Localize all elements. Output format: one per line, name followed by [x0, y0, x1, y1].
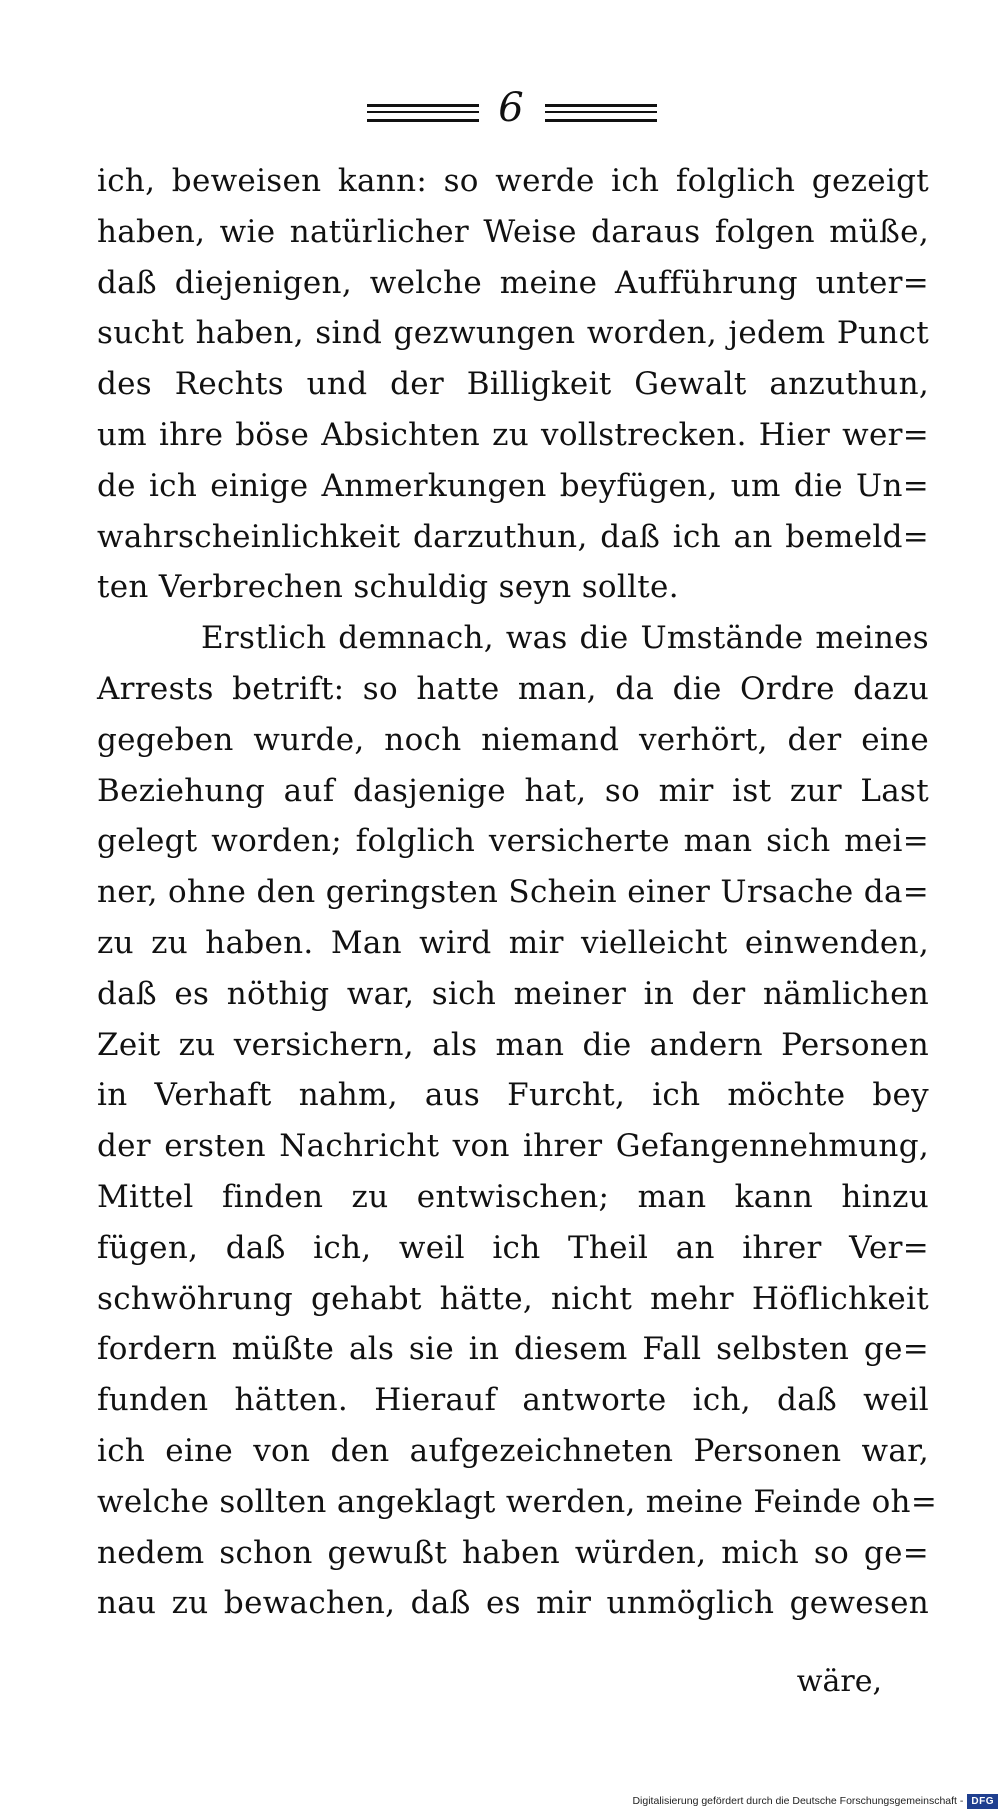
text-line: nau zu bewachen, daß es mir unmöglich gewesen [97, 1585, 929, 1622]
text-line: welche sollten angeklagt werden, meine Feinde oh= [97, 1483, 938, 1520]
text-line: nedem schon gewußt haben würden, mich so ge= [97, 1534, 929, 1571]
page-number: 6 [498, 85, 524, 131]
text-line: ten Verbrechen schuldig seyn sollte. [97, 569, 679, 606]
text-line: fordern müßte als sie in diesem Fall selbsten ge= [97, 1331, 929, 1368]
text-line: Zeit zu versichern, als man die andern Personen [97, 1026, 929, 1063]
text-line: des Rechts und der Billigkeit Gewalt anzuthun, [97, 366, 929, 403]
body-text [97, 156, 938, 1629]
header-rule-left [367, 104, 479, 122]
text-line: gelegt worden; folglich versicherte man sich mei= [97, 823, 929, 860]
text-line: schwöhrung gehabt hätte, nicht mehr Höflichkeit [97, 1280, 929, 1317]
text-line: gegeben wurde, noch niemand verhört, der eine [97, 721, 929, 758]
catchword: wäre, [796, 1664, 882, 1699]
text-line: ich eine von den aufgezeichneten Personen war, [97, 1432, 929, 1469]
text-line: sucht haben, sind gezwungen worden, jedem Punct [97, 315, 929, 352]
dfg-logo: DFG [967, 1794, 998, 1809]
funding-credit: Digitalisierung gefördert durch die Deutsche Forschungsgemeinschaft - [632, 1795, 964, 1807]
text-line: de ich einige Anmerkungen beyfügen, um die Un= [97, 467, 929, 504]
digitization-footer [632, 1790, 1000, 1812]
text-line: um ihre böse Absichten zu vollstrecken. Hier wer= [97, 416, 929, 453]
page-header [0, 85, 1000, 131]
header-rule-right [545, 104, 657, 122]
text-line: daß diejenigen, welche meine Aufführung unter= [97, 264, 929, 301]
text-line: funden hätten. Hierauf antworte ich, daß weil [97, 1382, 929, 1419]
text-line: Beziehung auf dasjenige hat, so mir ist zur Last [97, 772, 929, 809]
text-line: zu zu haben. Man wird mir vielleicht einwenden, [97, 924, 929, 961]
text-line: der ersten Nachricht von ihrer Gefangennehmung, [97, 1128, 929, 1165]
text-line: daß es nöthig war, sich meiner in der nämlichen [97, 975, 929, 1012]
text-line: Arrests betrift: so hatte man, da die Ordre dazu [97, 670, 929, 707]
text-line: wahrscheinlichkeit darzuthun, daß ich an bemeld= [97, 518, 929, 555]
paragraph-first-line: Erstlich demnach, was die Umstände meines [201, 620, 929, 657]
text-line: haben, wie natürlicher Weise daraus folgen müße, [97, 213, 929, 250]
text-line: Mittel finden zu entwischen; man kann hinzu [97, 1178, 929, 1215]
text-line: ner, ohne den geringsten Schein einer Ursache da= [97, 874, 929, 911]
text-line: in Verhaft nahm, aus Furcht, ich möchte bey [97, 1077, 929, 1114]
text-line: ich, beweisen kann: so werde ich folglich gezeigt [97, 163, 929, 199]
text-line: fügen, daß ich, weil ich Theil an ihrer Ver= [97, 1229, 929, 1266]
